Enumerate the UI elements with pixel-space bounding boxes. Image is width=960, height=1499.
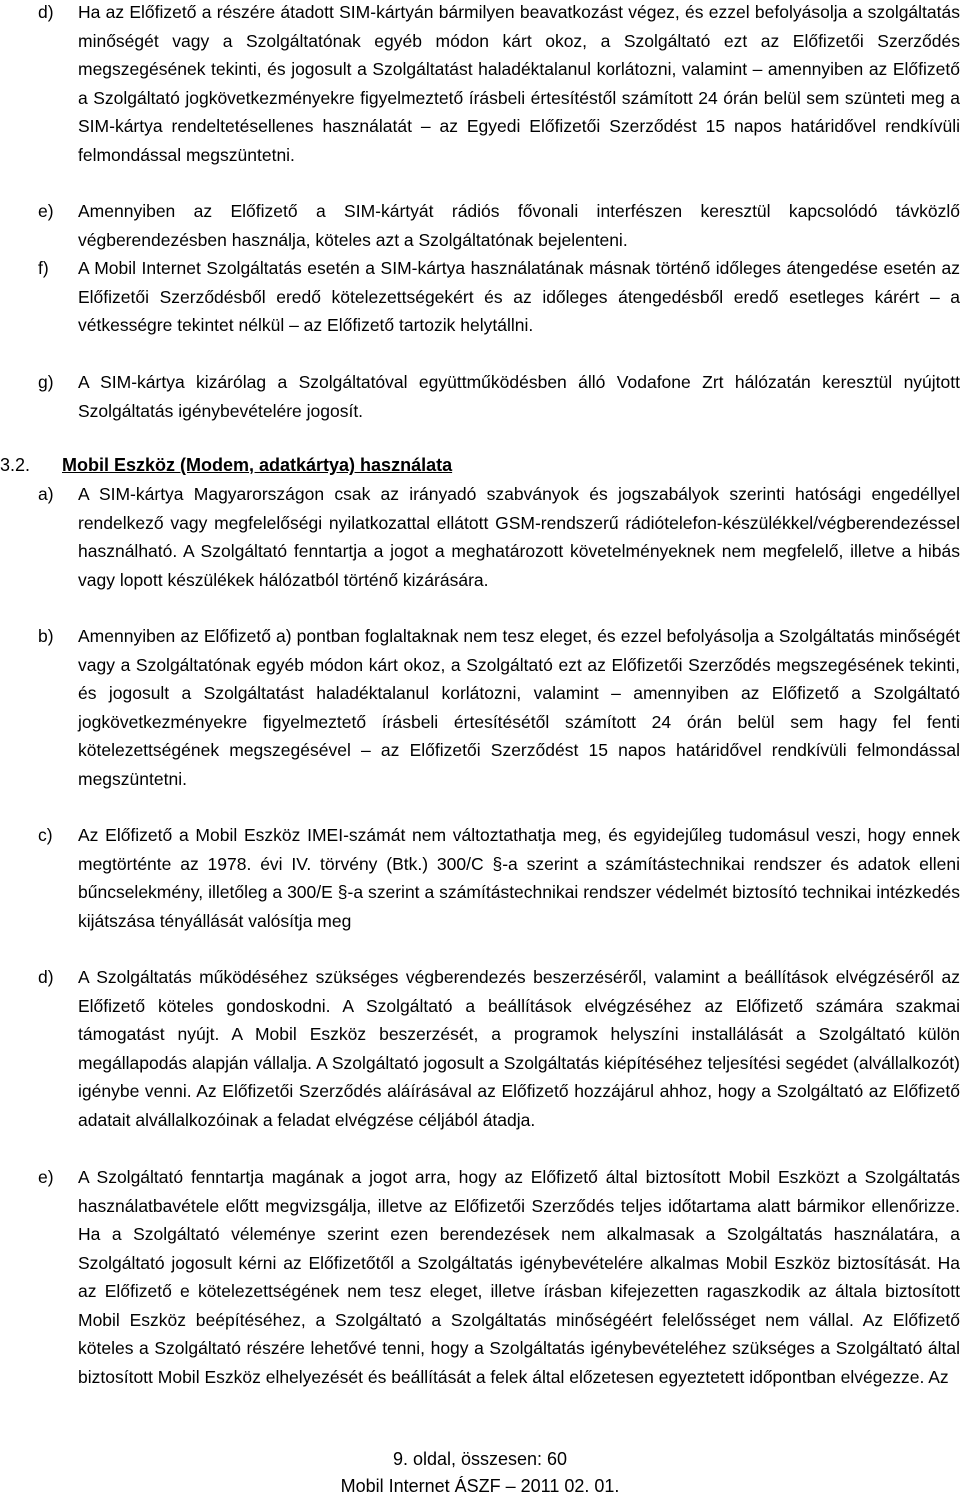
item-text: A SIM-kártya kizárólag a Szolgáltatóval együttműködésben álló Vodafone Zrt hálózatán keresztül nyújtott Szolgáltatás igénybevételére jogosít. (78, 372, 960, 421)
item-text: Az Előfizető a Mobil Eszköz IMEI-számát nem változtathatja meg, és egyidejűleg tudomásul veszi, hogy ennek megtörténte az 1978. évi IV. törvény (Btk.) 300/C §-a szerint a számítástechnikai rendszer és adatok elleni bűncselekmény, illetőleg a 300/E §-a szerint a számítástechnikai rendszer védelmét biztosító technikai intézkedés kijátszása tényállását valósítja meg (78, 825, 960, 931)
item-text: Amennyiben az Előfizető a) pontban foglaltaknak nem tesz eleget, és ezzel befolyásolja a Szolgáltatás minőségét vagy a Szolgáltatónak egyéb módon kárt okoz, a Szolgáltató ezt az Előfizetői Szerződés megszegésének tekinti, és jogosult a Szolgáltatást haladéktalanul korlátozni, valamint – amennyiben az Előfizető a Szolgáltató jogkövetkezményekre figyelmeztető írásbeli értesítésétől számított 24 órán belül sem hagy fel fenti kötelezettségének megszegésével – az Előfizetői Szerződést 15 napos határidővel rendkívüli felmondással megszüntetni. (78, 626, 960, 789)
list-item (38, 622, 960, 793)
list-item (38, 1163, 960, 1391)
item-text: A Mobil Internet Szolgáltatás esetén a SIM-kártya használatának másnak történő időleges átengedése esetén az Előfizetői Szerződésből eredő kötelezettségekért és az időleges átengedésből eredő esetleges kárért – a vétkességre tekintet nélkül – az Előfizető tartozik helytállni. (78, 258, 960, 335)
item-text: Amennyiben az Előfizető a SIM-kártyát rádiós fővonali interfészen keresztül kapcsolódó távközlő végberendezésben használja, köteles azt a Szolgáltatónak bejelenteni. (78, 201, 960, 250)
document-footer: Mobil Internet ÁSZF – 2011 02. 01. (340, 1476, 620, 1496)
list-item (38, 254, 960, 340)
page-number: 9. oldal, összesen: 60 (392, 1449, 568, 1469)
item-label: d) (38, 2, 54, 22)
item-label: e) (38, 1167, 54, 1187)
item-label: d) (38, 967, 54, 987)
item-label: g) (38, 372, 54, 392)
item-label: c) (38, 825, 53, 845)
list-item (38, 0, 960, 169)
item-label: a) (38, 484, 54, 504)
list-item (38, 480, 960, 594)
item-text: Ha az Előfizető a részére átadott SIM-kártyán bármilyen beavatkozást végez, és ezzel befolyásolja a szolgáltatás minőségét vagy a Szolgáltatónak egyéb módon kárt okoz, a Szolgáltató ezt az Előfizetői Szerződés megszegésének tekinti, és jogosult a Szolgáltatást haladéktalanul korlátozni, valamint – amennyiben az Előfizető a Szolgáltató jogkövetkezményekre figyelmeztető írásbeli értesítéstől számított 24 órán belül sem szünteti meg a SIM-kártya rendeltetésellenes használatát – az Egyedi Előfizetői Szerződést 15 napos határidővel rendkívüli felmondással megszüntetni. (78, 2, 960, 165)
list-item (38, 197, 960, 254)
section-number: 3.2. (0, 455, 31, 475)
item-label: e) (38, 201, 54, 221)
item-text: A Szolgáltató fenntartja magának a jogot arra, hogy az Előfizető által biztosított Mobil Eszközt a Szolgáltatás használatbavétele előtt megvizsgálja, illetve az Előfizetői Szerződés teljes időtartama alatt bármikor ellenőrizze. Ha a Szolgáltató véleménye szerint ezen berendezések nem alkalmasak a Szolgáltatás használatára, a Szolgáltató jogosult kérni az Előfizetőtől a Szolgáltatás igénybevételére alkalmas Mobil Eszköz biztosítását. Ha az Előfizető e kötelezettségének nem tesz eleget, illetve írásban kifejezetten ragaszkodik az általa biztosított Mobil Eszköz beépítéséhez, a Szolgáltató a Szolgáltatás minőségéért felelősséget nem vállal. Az Előfizető köteles a Szolgáltató részére lehetővé tenni, hogy a Szolgáltatás igénybevételéhez szükséges a Szolgáltató által biztosított Mobil Eszköz elhelyezését és beállítását a felek által előzetesen egyeztetett időpontban elvégezze. Az (78, 1167, 960, 1387)
item-label: b) (38, 626, 54, 646)
item-text: A Szolgáltatás működéséhez szükséges végberendezés beszerzéséről, valamint a beállítások elvégzéséről az Előfizető köteles gondoskodni. A Szolgáltató a beállítások elvégzéséhez az Előfizető számára szakmai támogatást nyújt. A Mobil Eszköz beszerzését, a programok helyszíni installálását a Szolgáltató külön megállapodás alapján vállalja. A Szolgáltató jogosult a Szolgáltatás kiépítéséhez teljesítési segédet (alvállalkozót) igénybe venni. Az Előfizetői Szerződés aláírásával az Előfizető hozzájárul ahhoz, hogy a Szolgáltató az Előfizető adatait alvállalkozóinak a feladat elvégzése céljából átadja. (78, 967, 960, 1130)
list-item (38, 821, 960, 935)
section-title: Mobil Eszköz (Modem, adatkártya) használata (62, 455, 453, 475)
item-label: f) (38, 258, 49, 278)
item-text: A SIM-kártya Magyarországon csak az irányadó szabványok és jogszabályok szerinti hatósági engedéllyel rendelkező vagy megfelelőségi nyilatkozattal ellátott GSM-rendszerű rádiótelefon-készülékkel/végberendezéssel használható. A Szolgáltató fenntartja a jogot a meghatározott követelményeknek nem megfelelő, illetve a hibás vagy lopott készülékek hálózatból történő kizárására. (78, 484, 960, 590)
list-item (38, 368, 960, 425)
list-item (38, 963, 960, 1134)
